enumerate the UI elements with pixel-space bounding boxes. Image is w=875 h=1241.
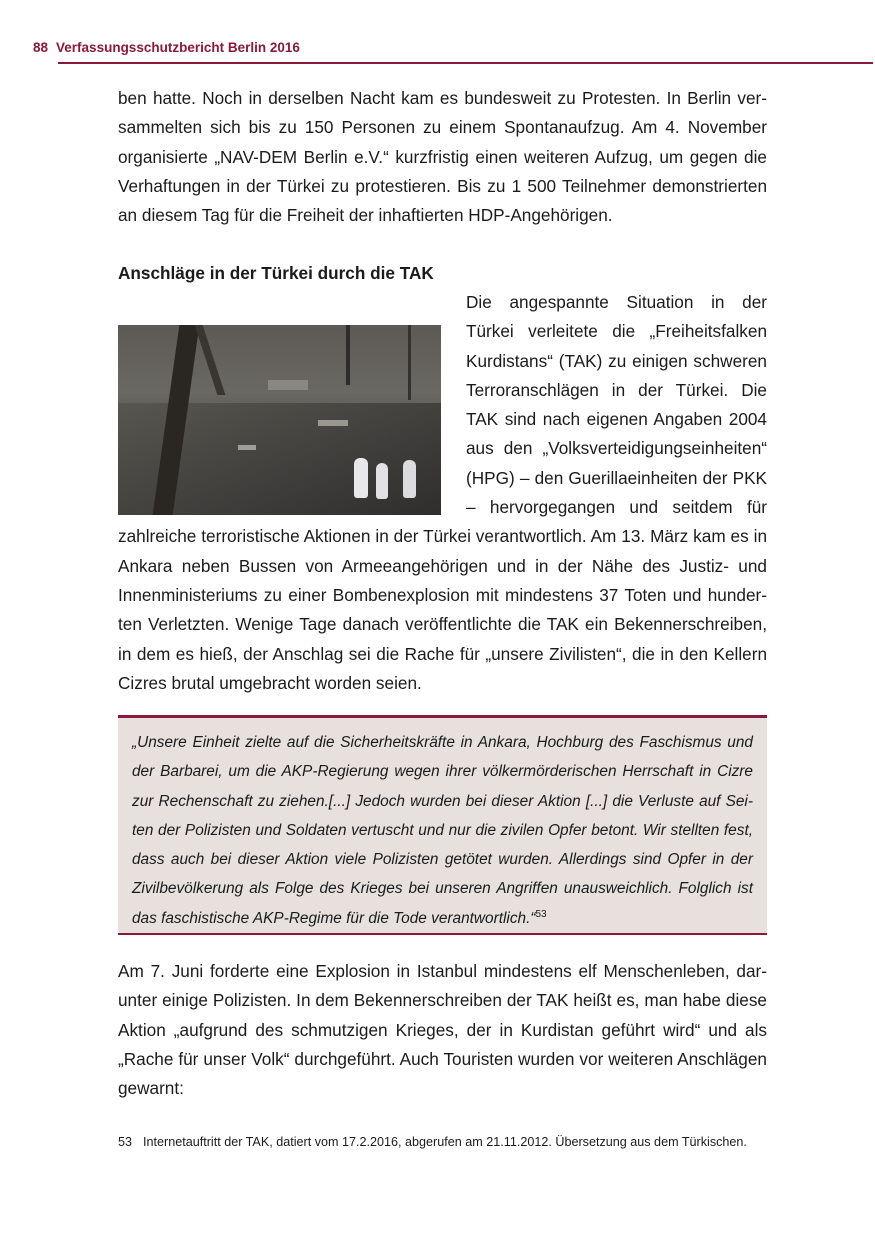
footnote-reference: 53 — [535, 908, 547, 920]
explosion-scene-photo — [118, 325, 441, 515]
footnote-text: Internetauftritt der TAK, datiert vom 17.2.2016, abgerufen am 21.11.2012. Übersetzung aus dem Türkischen. — [143, 1135, 747, 1149]
paragraph-tak-container — [118, 288, 767, 698]
paragraph-istanbul: Am 7. Juni forderte eine Explosion in Istanbul mindestens elf Menschenleben, darunter einige Polizisten. In dem Bekennerschreiben der TAK heißt es, man habe diese Aktion „aufgrund des schmutzigen Krieges, der in Kurdistan geführt wird“ und als „Rache für unser Volk“ durchgeführt. Auch Touristen wurden vor weiteren Anschlägen gewarnt: — [118, 961, 767, 1099]
section-heading: Anschläge in der Türkei durch die TAK — [118, 263, 434, 283]
running-header — [33, 40, 300, 55]
paragraph-istanbul-container — [118, 957, 767, 1103]
publication-title: Verfassungsschutzbericht Berlin 2016 — [56, 40, 300, 55]
header-rule — [58, 62, 873, 64]
page-number: 88 — [33, 40, 49, 55]
footnote — [118, 1133, 767, 1153]
paragraph-intro: ben hatte. Noch in derselben Nacht kam es bundesweit zu Protesten. In Berlin versammelten sich bis zu 150 Personen zu einem Spontanaufzug. Am 4. November organisierte „NAV-DEM Berlin e.V.“ kurzfristig einen weiteren Aufzug, um gegen die Verhaftungen in der Türkei zu protestieren. Bis zu 1 500 Teilnehmer demonstrierten an diesem Tag für die Freiheit der inhaftierten HDP-Angehörigen. — [118, 88, 767, 226]
quote-body: „Unsere Einheit zielte auf die Sicherheitskräfte in Ankara, Hochburg des Faschismus und der Barbarei, um die AKP-Regierung wegen ihrer völkermörderischen Herrschaft in Cizre zur Rechenschaft zu ziehen.[...] Jedoch wurden bei dieser Aktion [...] die Verluste auf Seiten der Polizisten und Soldaten vertuscht und nur die zivilen Opfer betont. Wir stellten fest, dass auch bei dieser Aktion viele Polizisten getötet wurden. Allerdings sind Opfer in der Zivilbevölkerung als Folge des Krieges bei unseren Angriffen unausweichlich. Folglich ist das faschistische AKP-Regime für die Tode verantwortlich.“ — [132, 734, 753, 927]
paragraph-intro-container — [118, 84, 767, 230]
quote-box — [118, 715, 767, 935]
quote-text — [132, 728, 753, 933]
paragraph-tak: Die angespannte Situation in der Türkei verleitete die „Freiheitsfalken Kurdistans“ (TAK) zu einigen schweren Terroranschlägen in der Türkei. Die TAK sind nach eigenen Angaben 2004 aus den „Volksverteidigungseinheiten“ (HPG) – den Guerillaeinheiten der PKK – hervorgegangen und seitdem für zahlreiche terroristische Aktionen in der Türkei verantwortlich. Am 13. März kam es in Ankara neben Bussen von Armeeangehörigen und in der Nähe des Justiz- und Innenministeriums zu einer Bombenexplosion mit mindestens 37 Toten und hunderten Verletzten. Wenige Tage danach veröffentlichte die TAK ein Bekennerschreiben, in dem es hieß, der Anschlag sei die Rache für „unsere Zivilisten“, die in den Kellern Cizres brutal umgebracht worden seien. — [118, 292, 767, 693]
footnote-number: 53 — [118, 1135, 133, 1149]
